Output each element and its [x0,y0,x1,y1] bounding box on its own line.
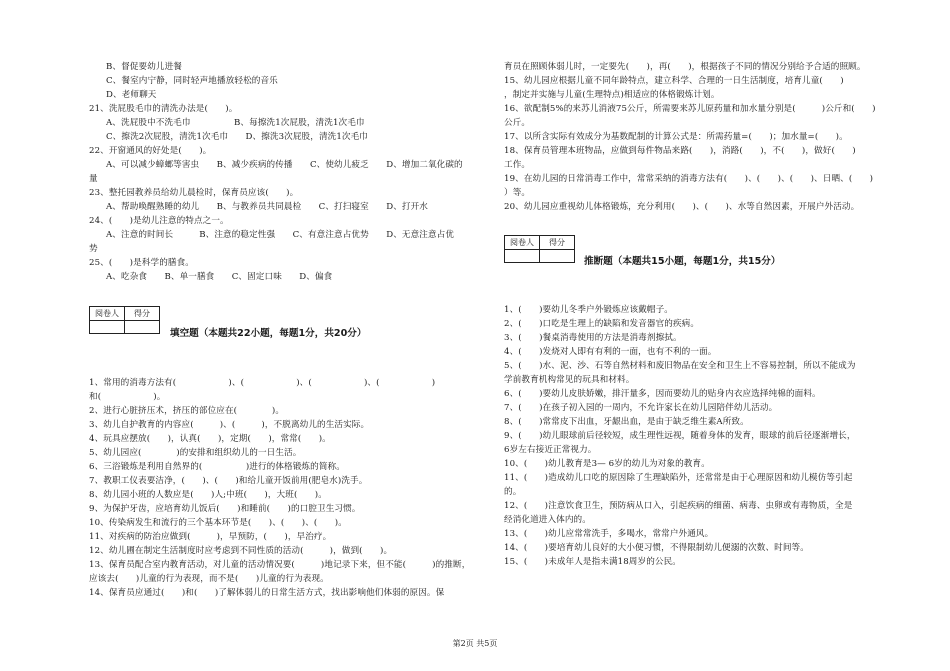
right-line: 20、幼儿园应重视幼儿体格锻炼，充分利用( )、( )、水等自然因素，开展户外活动。 [504,202,860,212]
fill-line: 1、常用的消毒方法有( )、( )、( )、( ) [89,378,436,388]
right-line: 公斤。 [504,118,531,128]
judge-line: 12、( )注意饮食卫生，预防病从口入，引起疾病的细菌、病毒、虫卵或有毒物质，全是 [504,501,853,511]
left-line: 势 [89,244,98,254]
right-line: 19、在幼儿园的日常消毒工作中，常常采纳的消毒方法有( )、( )、( )、日晒、( ) [504,174,874,184]
score-box [89,306,160,334]
left-line: C、擦洗2次屁股，清洗1次毛巾 D、擦洗3次屁股，清洗1次毛巾 [106,132,368,142]
scorer-label: 阅卷人 [90,307,125,321]
judge-line: 13、( )幼儿应常常洗手，多喝水，常常户外通风。 [504,529,714,539]
judge-line: 7、( )在孩子初入园的一周内，不允许家长在幼儿园陪伴幼儿活动。 [504,403,778,413]
judge-line: 2、( )口吃是生理上的缺陷和发音器官的疾病。 [504,319,700,329]
page-number: 第2页 共5页 [452,639,498,648]
left-line: 量 [89,174,98,184]
fill-line: 2、进行心脏挤压术，挤压的部位应在( )。 [89,406,285,416]
judge-line: 11、( )造成幼儿口吃的原因除了生理缺陷外，还常常是由于心理原因和幼儿模仿等引起 [504,473,853,483]
judge-line: 学前教育机构常见的玩具和材料。 [504,375,635,385]
judge-line: 经消化道进入体内的。 [504,515,591,525]
left-line: 25、( )是科学的膳食。 [89,258,194,268]
section-title-judge: 推断题（本题共15小题，每题1分，共15分） [584,256,781,267]
right-line: 16、欲配制5%的来苏儿消液75公斤，所需要来苏儿原药量和加水量分别是( )公斤和( ) [504,104,876,114]
fill-line: 7、教职工仪表要洁净，( )、( )和给儿童开饭前用(肥皂水)洗手。 [89,476,368,486]
right-line: 15、幼儿园应根据儿童不同年龄特点，建立科学、合理的一日生活制度，培育儿童( ) [504,76,844,86]
score-label: 得分 [125,307,160,321]
fill-line: 9、为保护牙齿，应培育幼儿饭后( )和睡前( )的口腔卫生习惯。 [89,504,361,514]
right-line: 17、以所含实际有效成分为基数配制的计算公式是：所需药量=( )；加水量=( )。 [504,132,848,142]
left-line: B、督促要幼儿进餐 [106,62,182,72]
right-line: 工作。 [504,160,531,170]
fill-line: 4、玩具应摆放( )，认真( )，定期( )，常常( )。 [89,434,331,444]
fill-line: 和( )。 [89,392,166,402]
score-box [504,235,575,263]
judge-line: 4、( )发烧对人即有有利的一面，也有不利的一面。 [504,347,717,357]
score-cell[interactable] [125,321,160,334]
section-title-fill: 填空题（本题共22小题，每题1分，共20分） [170,328,367,339]
judge-line: 6岁左右接近正常视力。 [504,445,597,455]
left-line: A、洗屁股中不洗毛巾 B、每擦洗1次屁股，清洗1次毛巾 [106,118,365,128]
judge-line: 14、( )要培育幼儿良好的大小便习惯，不得限制幼儿便溺的次数、时间等。 [504,543,809,553]
fill-line: 5、幼儿园应( )的安排和组织幼儿的一日生活。 [89,448,302,458]
judge-line: 10、( )幼儿教育是3— 6岁的幼儿为对象的教育。 [504,459,710,469]
fill-line: 13、保育员配合室内教育活动，对儿童的活动情况要( )地记录下来，但不能( )的推断， [89,560,471,570]
scorer-cell[interactable] [90,321,125,334]
left-line: A、吃杂食 B、单一膳食 C、固定口味 D、偏食 [106,272,333,282]
right-column [475,0,950,671]
left-line: C、餐室内宁静，同时轻声地播放轻松的音乐 [106,76,278,86]
fill-line: 12、幼儿圃在制定生活制度时应考虑到不同性质的活动( )，做到( )。 [89,546,393,556]
left-line: A、注意的时间长 B、注意的稳定性强 C、有意注意占优势 D、无意注意占优 [106,230,455,240]
judge-line: 8、( )常常皮下出血，牙龈出血，是由于缺乏维生素A所致。 [504,417,749,427]
score-cell[interactable] [540,250,575,263]
right-line: 18、保育员管理本班物品，应做到每件物品来路( )，消路( )，不( )，做好( ) [504,146,856,156]
fill-line: 3、幼儿自护教育的内容应( )、( )，不脱离幼儿的生活实际。 [89,420,370,430]
judge-line: 的。 [504,487,522,497]
left-line: 22、开窗通风的好处是( )。 [89,146,212,156]
left-line: A、帮助唤醒熟睡的幼儿 B、与教养员共同晨检 C、打扫寝室 D、打开水 [106,202,428,212]
scorer-label: 阅卷人 [505,236,540,250]
fill-line: 14、保育员应通过( )和( )了解体弱儿的日常生活方式，找出影响他们体弱的原因。保 [89,588,445,598]
left-line: 24、( )是幼儿注意的特点之一。 [89,216,229,226]
left-line: 21、洗屁股毛巾的清洗办法是( )。 [89,104,238,114]
fill-line: 应该去( )儿童的行为表现，而不是( )儿童的行为表现。 [89,574,329,584]
right-line: 育员在照顾体弱儿时，一定要先( )，再( )，根据孩子不同的情况分别给予合适的照顾。 [504,62,866,72]
judge-line: 6、( )要幼儿皮肤娇嫩，排汗量多，因而要幼儿的贴身内衣应选择纯棉的面料。 [504,389,821,399]
scorer-cell[interactable] [505,250,540,263]
judge-line: 5、( )水、泥、沙、石等自然材料和废旧物品在安全和卫生上不容易控制，所以不能成为 [504,361,856,371]
left-line: A、可以减少蟑螂等害虫 B、减少疾病的传播 C、使幼儿疲乏 D、增加二氧化碳的 [106,160,463,170]
judge-line: 9、( )幼儿眼球前后径较短，成生理性远视，随着身体的发育，眼球的前后径逐渐增长， [504,431,856,441]
score-label: 得分 [540,236,575,250]
fill-line: 8、幼儿园小班的人数应是( )人;中班( )，大班( )。 [89,490,327,500]
fill-line: 11、对疾病的防治应做到( )，早预防，( )，早治疗。 [89,532,332,542]
fill-line: 6、三浴锻炼是利用自然界的( )进行的体格锻炼的简称。 [89,462,345,472]
left-line: 23、整托园教养员给幼儿晨检时，保育员应该( )。 [89,188,299,198]
judge-line: 15、( )未成年人是指未满18周岁的公民。 [504,557,681,567]
right-line: ，制定并实施与儿童(生理特点)相适应的体格锻炼计划。 [504,90,720,100]
fill-line: 10、传染病发生和流行的三个基本环节是( )、( )、( )。 [89,518,347,528]
right-line: ）等。 [504,188,531,198]
left-line: D、老师聊天 [106,90,157,100]
judge-line: 3、( )餐桌消毒使用的方法是消毒剂擦拭。 [504,333,682,343]
judge-line: 1、( )要幼儿冬季户外锻炼应该戴帽子。 [504,305,673,315]
